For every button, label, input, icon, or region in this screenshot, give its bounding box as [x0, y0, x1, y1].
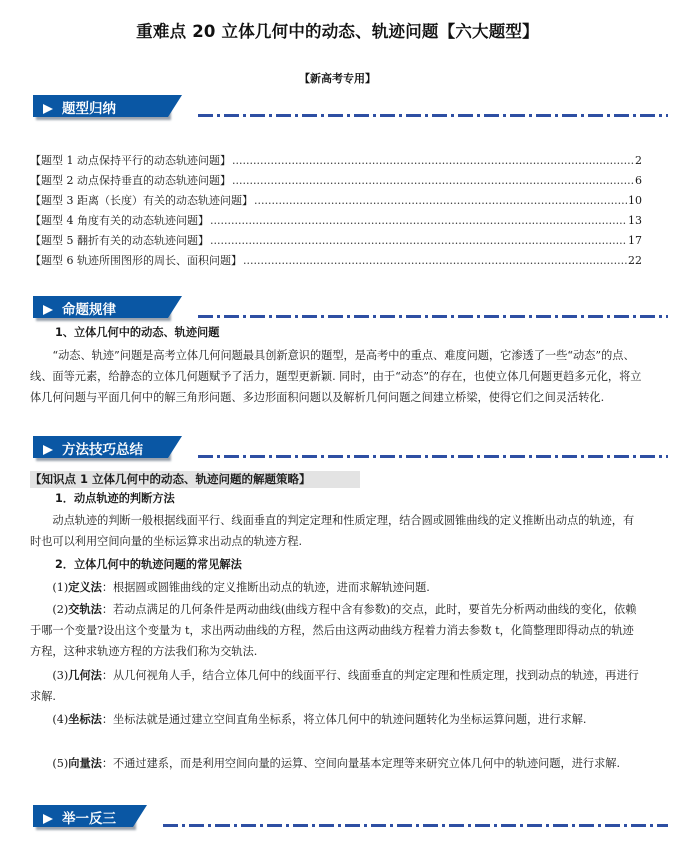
item-number: (1) [52, 581, 69, 594]
rule-heading: 1、立体几何中的动态、轨迹问题 [55, 326, 220, 339]
dash-dot-divider [198, 114, 668, 117]
toc-page[interactable]: 17 [628, 233, 642, 247]
toc-label[interactable]: 【题型 4 角度有关的动态轨迹问题】 [30, 214, 209, 227]
section-banner-question-types [33, 95, 673, 121]
item-number: (3) [52, 669, 69, 682]
item-number: (2) [52, 603, 69, 616]
method-item [30, 599, 644, 662]
toc-label[interactable]: 【题型 5 翻折有关的动态轨迹问题】 [30, 234, 209, 247]
dash-dot-divider [198, 315, 668, 318]
play-triangle-icon [43, 445, 53, 455]
toc-page[interactable]: 2 [635, 153, 642, 167]
section-banner-practice [33, 805, 673, 831]
dash-dot-divider [198, 455, 668, 458]
item-text: ：从几何视角人手，结合立体几何中的线面平行、线面垂直的判定定理和性质定理，找到动点的轨迹，再进行求解. [30, 669, 639, 703]
banner-title: 命题规律 [62, 302, 116, 318]
toc-label[interactable]: 【题型 2 动点保持垂直的动态轨迹问题】 [30, 174, 231, 187]
item-name: 定义法 [68, 581, 102, 594]
section-banner-methods [33, 436, 673, 462]
toc-leader [232, 154, 634, 167]
toc-entry[interactable] [30, 190, 642, 210]
banner-tab [33, 95, 168, 117]
play-triangle-icon [43, 305, 53, 315]
toc-leader [243, 254, 627, 267]
method-paragraph-1: 动点轨迹的判断一般根据线面平行、线面垂直的判定定理和性质定理，结合圆或圆锥曲线的定义推断出动点的轨迹，有时也可以利用空间向量的坐标运算求出动点的轨迹方程. [30, 514, 635, 548]
toc-page[interactable]: 10 [628, 193, 642, 207]
item-text: ：根据圆或圆锥曲线的定义推断出动点的轨迹，进而求解轨迹问题. [101, 581, 430, 594]
method-item [30, 753, 644, 774]
item-name: 交轨法 [68, 603, 102, 616]
toc-label[interactable]: 【题型 6 轨迹所围图形的周长、面积问题】 [30, 254, 242, 267]
play-triangle-icon [43, 104, 53, 114]
toc-leader [232, 174, 634, 187]
rule-paragraph: “动态、轨迹”问题是高考立体几何问题最具创新意识的题型，是高考中的重点、难度问题，它渗透了一些“动态”的点、线、面等元素，给静态的立体几何题赋予了活力，题型更新颖. 同时，由于“动态”的存在，也使立体几何题更趋多元化，将立体几何问题与平面几何中的解三角形问题、多边形面积问题以及解析几何问题之间建立桥梁，使得它们之间灵活转化. [30, 349, 642, 404]
banner-tab [33, 296, 168, 318]
item-name: 几何法 [68, 669, 102, 682]
toc-label[interactable]: 【题型 3 距离（长度）有关的动态轨迹问题】 [30, 194, 253, 207]
method-heading-2: 2．立体几何中的轨迹问题的常见解法 [55, 558, 242, 571]
toc-leader [254, 194, 627, 207]
toc-leader [210, 214, 627, 227]
toc-entry[interactable] [30, 170, 642, 190]
banner-tab [33, 805, 133, 827]
method-item [30, 577, 644, 598]
dash-dot-divider [163, 824, 668, 827]
item-name: 坐标法 [68, 713, 102, 726]
item-name: 向量法 [68, 757, 102, 770]
item-text: ：坐标法就是通过建立空间直角坐标系，将立体几何中的轨迹问题转化为坐标运算问题，进行求解. [101, 713, 587, 726]
item-text: ：不通过建系，而是利用空间向量的运算、空间向量基本定理等来研究立体几何中的轨迹问题，进行求解. [101, 757, 621, 770]
toc-label[interactable]: 【题型 1 动点保持平行的动态轨迹问题】 [30, 154, 231, 167]
banner-title: 方法技巧总结 [62, 442, 143, 458]
item-number: (4) [52, 713, 69, 726]
toc-page[interactable]: 6 [635, 173, 642, 187]
item-number: (5) [52, 757, 69, 770]
section-banner-rules [33, 296, 673, 322]
toc-entry[interactable] [30, 250, 642, 270]
toc-entry[interactable] [30, 230, 642, 250]
toc-entry[interactable] [30, 150, 642, 170]
play-triangle-icon [43, 814, 53, 824]
method-item [30, 709, 644, 730]
knowledge-point-label: 【知识点 1 立体几何中的动态、轨迹问题的解题策略】 [30, 471, 360, 488]
toc-page[interactable]: 22 [628, 253, 642, 267]
banner-title: 题型归纳 [62, 101, 116, 117]
toc-entry[interactable] [30, 210, 642, 230]
method-item [30, 665, 644, 707]
page-subtitle: 【新高考专用】 [299, 72, 376, 85]
toc-page[interactable]: 13 [628, 213, 642, 227]
page-title: 重难点 20 立体几何中的动态、轨迹问题【六大题型】 [136, 22, 539, 41]
table-of-contents [30, 150, 642, 270]
banner-title: 举一反三 [62, 811, 116, 827]
toc-leader [210, 234, 627, 247]
method-heading-1: 1．动点轨迹的判断方法 [55, 492, 175, 505]
item-text: ：若动点满足的几何条件是两动曲线(曲线方程中含有参数)的交点，此时，要首先分析两动曲线的变化，依赖于哪一个变量?设出这个变量为 t，求出两动曲线的方程，然后由这两动曲线方程着力消去参数 t，化简整理即得动点的轨迹方程，这种求轨迹方程的方法我们称为交轨法. [30, 603, 637, 658]
banner-tab [33, 436, 168, 458]
